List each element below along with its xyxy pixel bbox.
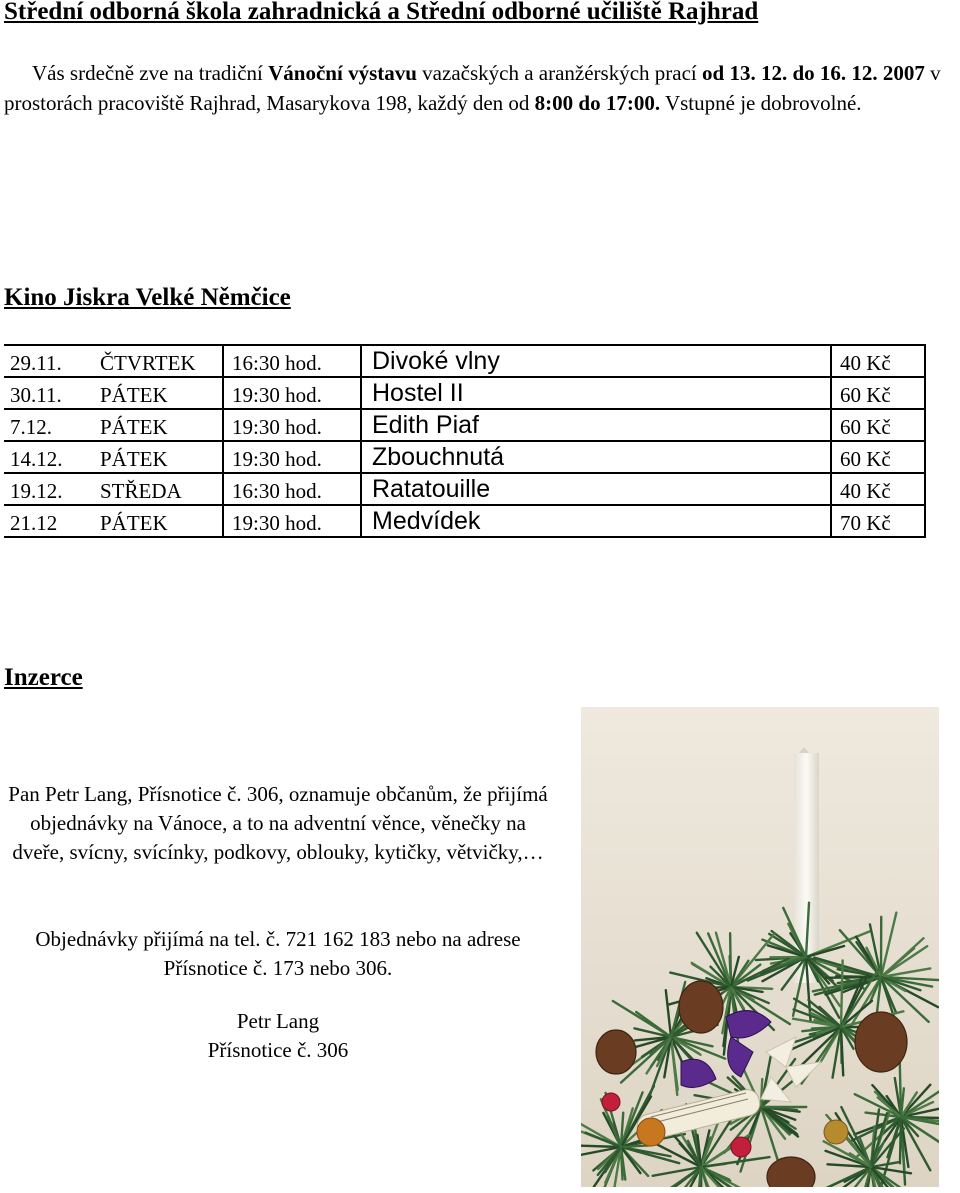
screening-day: PÁTEK — [94, 505, 223, 537]
screening-date: 29.11. — [4, 345, 94, 377]
intro-bold-exhibition: Vánoční výstavu — [268, 61, 417, 85]
screening-time: 19:30 hod. — [223, 377, 361, 409]
screening-time: 19:30 hod. — [223, 409, 361, 441]
advertisement — [4, 780, 552, 1065]
ticket-price: 40 Kč — [831, 473, 925, 505]
exhibition-invitation — [4, 58, 956, 118]
christmas-candle-arrangement-photo — [581, 707, 939, 1187]
table-row — [4, 409, 925, 441]
screening-day: PÁTEK — [94, 441, 223, 473]
screening-day: STŘEDA — [94, 473, 223, 505]
ad-signature-place: Přísnotice č. 306 — [207, 1038, 349, 1062]
ticket-price: 70 Kč — [831, 505, 925, 537]
screening-time: 16:30 hod. — [223, 473, 361, 505]
ads-section-title: Inzerce — [4, 664, 83, 691]
ad-signature-name: Petr Lang — [236, 1009, 320, 1033]
table-row — [4, 345, 925, 377]
film-title: Divoké vlny — [361, 345, 831, 377]
intro-bold-dates: od 13. 12. do 16. 12. 2007 — [702, 61, 925, 85]
ticket-price: 60 Kč — [831, 441, 925, 473]
table-row — [4, 473, 925, 505]
ticket-price: 40 Kč — [831, 345, 925, 377]
school-title: Střední odborná škola zahradnická a Střední odborné učiliště Rajhrad — [4, 0, 759, 25]
intro-bold-hours: 8:00 do 17:00. — [534, 91, 661, 115]
ticket-price: 60 Kč — [831, 377, 925, 409]
ticket-price: 60 Kč — [831, 409, 925, 441]
intro-text-4: Vstupné je dobrovolné. — [660, 91, 862, 115]
screening-date: 19.12. — [4, 473, 94, 505]
intro-text-2: vazačských a aranžérských prací — [416, 61, 703, 85]
screening-date: 14.12. — [4, 441, 94, 473]
film-title: Ratatouille — [361, 473, 831, 505]
cinema-title: Kino Jiskra Velké Němčice — [4, 284, 291, 311]
screening-date: 7.12. — [4, 409, 94, 441]
cinema-program-body — [4, 345, 925, 537]
screening-date: 30.11. — [4, 377, 94, 409]
ad-contact-text: Objednávky přijímá na tel. č. 721 162 183 nebo na adrese Přísnotice č. 173 nebo 306. — [35, 927, 521, 980]
intro-text-3: v prostorách pracoviště Rajhrad, Masarykova 198, každý den od — [4, 61, 941, 115]
film-title: Hostel II — [361, 377, 831, 409]
intro-text-1: Vás srdečně zve na tradiční — [32, 61, 269, 85]
screening-day: PÁTEK — [94, 377, 223, 409]
film-title: Zbouchnutá — [361, 441, 831, 473]
table-row — [4, 505, 925, 537]
ad-offer-text: Pan Petr Lang, Přísnotice č. 306, oznamuje občanům, že přijímá objednávky na Vánoce, a to na adventní věnce, věnečky na dveře, svícny, svícínky, podkovy, oblouky, kytičky, větvičky,… — [8, 782, 548, 864]
cinema-program-table — [4, 344, 926, 538]
table-row — [4, 441, 925, 473]
film-title: Medvídek — [361, 505, 831, 537]
film-title: Edith Piaf — [361, 409, 831, 441]
screening-time: 19:30 hod. — [223, 441, 361, 473]
screening-date: 21.12 — [4, 505, 94, 537]
screening-time: 19:30 hod. — [223, 505, 361, 537]
screening-day: ČTVRTEK — [94, 345, 223, 377]
screening-time: 16:30 hod. — [223, 345, 361, 377]
table-row — [4, 377, 925, 409]
screening-day: PÁTEK — [94, 409, 223, 441]
candle-arrangement-icon — [581, 707, 939, 1187]
